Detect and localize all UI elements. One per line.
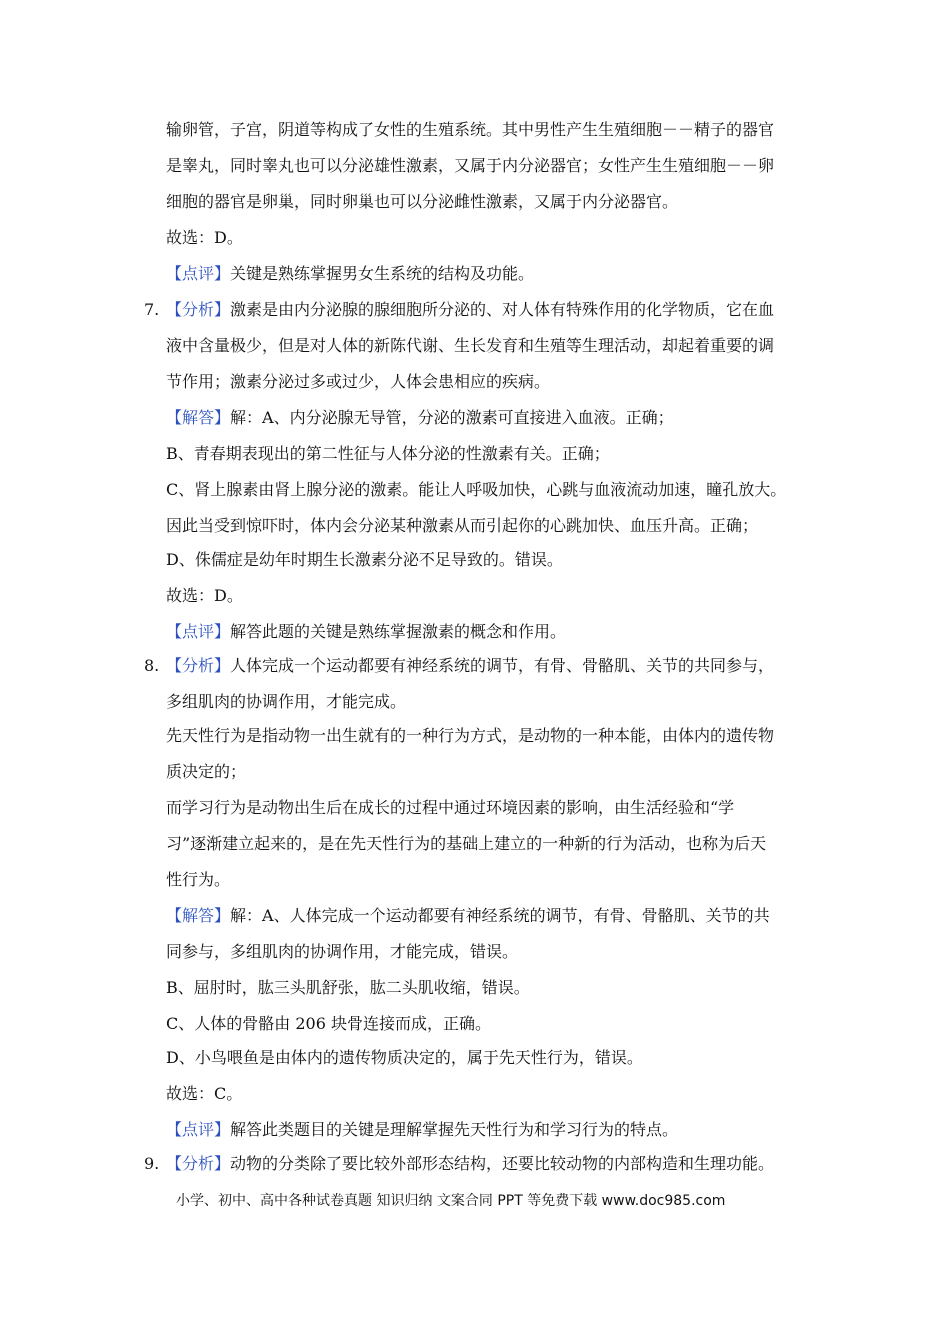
q8-text-line: 而学习行为是动物出生后在成长的过程中通过环境因素的影响，由生活经验和“学 (166, 798, 735, 817)
q8-text-line: 习”逐渐建立起来的，是在先天性行为的基础上建立的一种新的行为活动，也称为后天 (166, 834, 767, 853)
comment-text: 解答此题的关键是熟练掌握激素的概念和作用。 (230, 622, 567, 641)
analysis-text: 人体完成一个运动都要有神经系统的调节，有骨、骨骼肌、关节的共同参与， (230, 656, 775, 675)
q6-text-line: 细胞的器官是卵巢，同时卵巢也可以分泌雌性激素，又属于内分泌器官。 (166, 192, 679, 211)
q8-text-line: 多组肌肉的协调作用，才能完成。 (166, 692, 407, 711)
q6-choice: 故选：D。 (166, 228, 243, 247)
analysis-tag: 【分析】 (166, 300, 231, 319)
q7-answer (166, 408, 674, 428)
q7-option-c: C、肾上腺素由肾上腺分泌的激素。能让人呼吸加快，心跳与血液流动加速，瞳孔放大。 (166, 480, 787, 499)
q8-text-line: 同参与，多组肌肉的协调作用，才能完成，错误。 (166, 942, 519, 961)
q6-comment (166, 264, 534, 284)
q8-choice: 故选：C。 (166, 1084, 243, 1103)
q8-option-b: B、屈肘时，肱三头肌舒张，肱二头肌收缩，错误。 (166, 978, 530, 997)
q7-option-d: D、侏儒症是幼年时期生长激素分泌不足导致的。错误。 (166, 550, 563, 569)
q7-choice: 故选：D。 (166, 586, 243, 605)
q8-option-c: C、人体的骨骼由 206 块骨连接而成，正确。 (166, 1014, 491, 1033)
q6-text-line: 输卵管，子宫，阴道等构成了女性的生殖系统。其中男性产生生殖细胞－－精子的器官 (166, 120, 775, 139)
q9-analysis (166, 1154, 774, 1174)
comment-tag: 【点评】 (166, 264, 231, 283)
answer-text: 解：A、内分泌腺无导管，分泌的激素可直接进入血液。正确； (230, 408, 674, 427)
analysis-text: 动物的分类除了要比较外部形态结构，还要比较动物的内部构造和生理功能。 (230, 1154, 775, 1173)
q8-text-line: 先天性行为是指动物一出生就有的一种行为方式，是动物的一种本能，由体内的遗传物 (166, 726, 775, 745)
q7-comment (166, 622, 566, 642)
q7-text-line: 液中含量极少，但是对人体的新陈代谢、生长发育和生殖等生理活动，却起着重要的调 (166, 336, 775, 355)
analysis-tag: 【分析】 (166, 1154, 231, 1173)
q8-comment (166, 1120, 678, 1140)
q8-text-line: 质决定的； (166, 762, 247, 781)
page-footer: 小学、初中、高中各种试卷真题 知识归纳 文案合同 PPT 等免费下载 www.doc985.com (176, 1193, 726, 1209)
answer-text: 解：A、人体完成一个运动都要有神经系统的调节，有骨、骨骼肌、关节的共 (230, 906, 770, 925)
comment-text: 关键是熟练掌握男女生系统的结构及功能。 (230, 264, 535, 283)
comment-tag: 【点评】 (166, 622, 231, 641)
question-number: 7. (144, 300, 160, 319)
answer-tag: 【解答】 (166, 906, 231, 925)
q8-option-d: D、小鸟喂鱼是由体内的遗传物质决定的，属于先天性行为，错误。 (166, 1048, 643, 1067)
q7-text-line: 节作用；激素分泌过多或过少，人体会患相应的疾病。 (166, 372, 551, 391)
answer-tag: 【解答】 (166, 408, 231, 427)
q6-text-line: 是睾丸，同时睾丸也可以分泌雄性激素，又属于内分泌器官；女性产生生殖细胞－－卵 (166, 156, 775, 175)
q7-analysis (166, 300, 774, 320)
question-number: 8. (144, 656, 160, 675)
question-number: 9. (144, 1154, 160, 1173)
analysis-text: 激素是由内分泌腺的腺细胞所分泌的、对人体有特殊作用的化学物质，它在血 (230, 300, 775, 319)
q8-analysis (166, 656, 774, 676)
q8-text-line: 性行为。 (166, 870, 231, 889)
q7-text-line: 因此当受到惊吓时，体内会分泌某种激素从而引起你的心跳加快、血压升高。正确； (166, 516, 759, 535)
comment-tag: 【点评】 (166, 1120, 231, 1139)
analysis-tag: 【分析】 (166, 656, 231, 675)
comment-text: 解答此类题目的关键是理解掌握先天性行为和学习行为的特点。 (230, 1120, 679, 1139)
q8-answer (166, 906, 770, 926)
q7-option-b: B、青春期表现出的第二性征与人体分泌的性激素有关。正确； (166, 444, 610, 463)
